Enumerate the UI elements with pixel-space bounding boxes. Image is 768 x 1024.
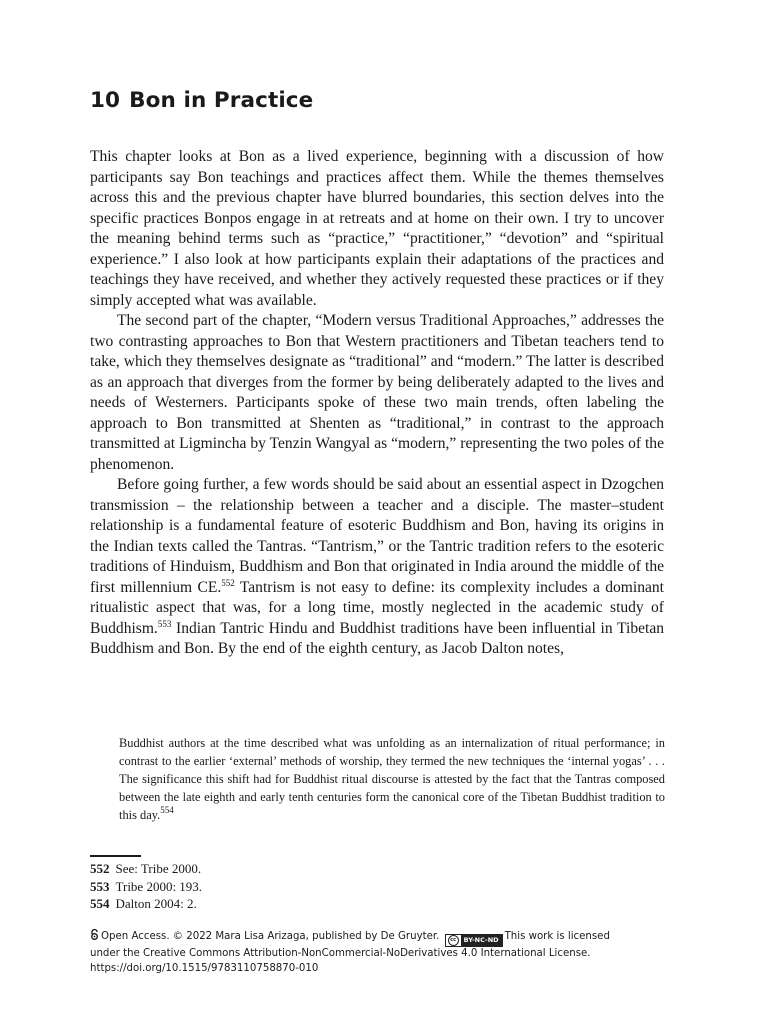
footnote-text: Dalton 2004: 2. (115, 896, 197, 911)
block-quote (119, 734, 665, 824)
paragraph-3-part-b: Tantrism is not easy to define: its complexity includes a dominant ritualistic aspect that was, for a long time, mostly neglected in the academic study of Buddhism. (90, 578, 664, 637)
cc-icon: cc (448, 935, 459, 946)
block-quote-text: Buddhist authors at the time described what was unfolding as an internalization of ritual performance; in contrast to the earlier ‘external’ methods of worship, they termed the new techniques the ‘internal yogas’ . . . The significance this shift had for Buddhist ritual discourse is attested by the fact that the Tantras composed between the late eighth and early tenth centuries form the canonical core of the Tibetan Buddhist tradition to this day. (119, 736, 665, 822)
open-lock-icon (90, 929, 99, 940)
footnote-ref-553[interactable]: 553 (157, 618, 172, 629)
paragraph-3-part-c: Indian Tantric Hindu and Buddhist traditions have been influential in Tibetan Buddhism and Bon. By the end of the eighth century, as Jacob Dalton notes, (90, 619, 664, 657)
footnote-text: See: Tribe 2000. (115, 861, 202, 876)
footnote-number: 552 (90, 861, 110, 876)
body-text (90, 147, 664, 660)
chapter-number: 10 (90, 88, 121, 113)
paragraph-1: This chapter looks at Bon as a lived experience, beginning with a discussion of how participants say Bon teachings and practices affect them. While the themes themselves across this and the previous chapter have blurred boundaries, this section delves into the specific practices Bonpos engage in at retreats and at home on their own. I try to uncover the meaning behind terms such as “practice,” “practitioner,” “devotion” and “spiritual experience.” I also look at how participants explain their adaptations of the practices and teachings they have received, and whether they actively requested these practices or if they simply accepted what was available. (90, 148, 664, 309)
open-access-notice (90, 929, 665, 976)
cc-by-nc-nd-badge[interactable] (445, 934, 503, 947)
footnote-ref-552[interactable]: 552 (221, 577, 235, 588)
footnote-text: Tribe 2000: 193. (115, 878, 203, 894)
footnote-item (90, 895, 202, 913)
paragraph-3 (90, 475, 664, 660)
footnote-item (90, 860, 202, 878)
footnote-number: 554 (90, 896, 110, 911)
footnote-divider (90, 855, 141, 857)
license-badge-label: BY-NC-ND (461, 935, 502, 946)
open-access-prefix: Open Access. © 2022 Mara Lisa Arizaga, published by De Gruyter. (101, 931, 440, 942)
footnotes (90, 860, 202, 913)
footnote-item (90, 878, 202, 896)
doi-link[interactable]: https://doi.org/10.1515/9783110758870-010 (90, 962, 319, 974)
license-suffix: This work is licensed (504, 931, 610, 942)
license-line: under the Creative Commons Attribution-NonCommercial-NoDerivatives 4.0 International License. (90, 948, 591, 959)
paragraph-2: The second part of the chapter, “Modern versus Traditional Approaches,” addresses the two contrasting approaches to Bon that Western practitioners and Tibetan teachers tend to take, which they themselves designate as “traditional” and “modern.” The latter is described as an approach that diverges from the former by being deliberately adapted to the lives and needs of Westerners. Participants spoke of these two main trends, often labeling the approach to Bon transmitted at Shenten as “traditional,” in contrast to the approach transmitted at Ligmincha by Tenzin Wangyal as “modern,” representing the two poles of the phenomenon. (90, 312, 664, 473)
paragraph-3-part-a: Before going further, a few words should be said about an essential aspect in Dzogchen transmission – the relationship between a teacher and a disciple. The master–student relationship is a fundamental feature of esoteric Buddhism and Bon, having its origins in the Indian texts called the Tantras. “Tantrism,” or the Tantric tradition refers to the esoteric traditions of Hinduism, Buddhism and Bon that originated in India around the middle of the first millennium CE. (90, 476, 664, 596)
footnote-number: 553 (90, 878, 110, 894)
chapter-title: Bon in Practice (129, 88, 314, 113)
footnote-ref-554[interactable]: 554 (160, 805, 174, 815)
chapter-heading (90, 88, 313, 113)
